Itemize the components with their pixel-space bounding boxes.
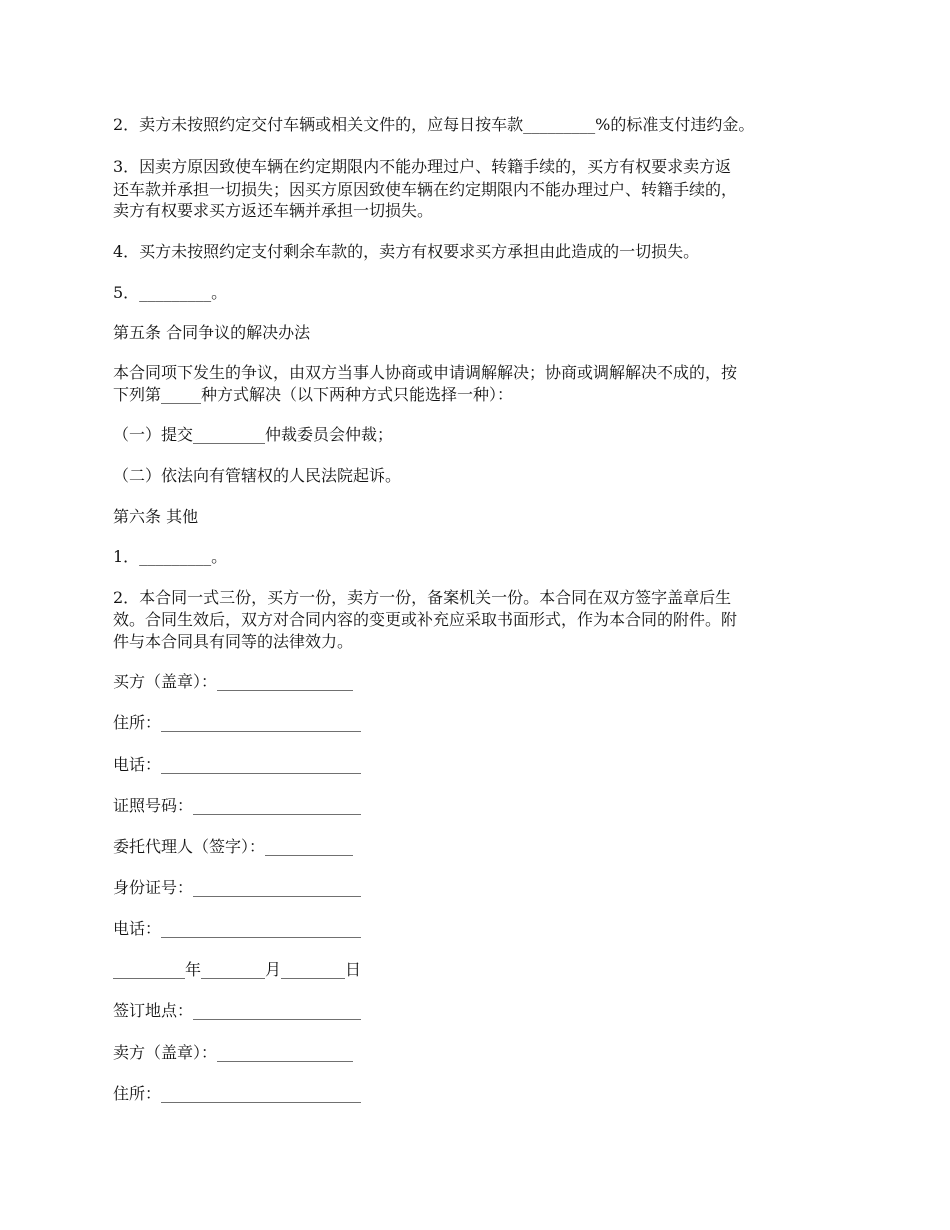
clause-3-line-2: 还车款并承担一切损失；因买方原因致使车辆在约定期限内不能办理过户、转籍手续的，	[113, 180, 738, 199]
dispute-option-arbitration: （一）提交_________仲裁委员会仲裁；	[113, 425, 394, 444]
dispute-paragraph-line-1: 本合同项下发生的争议，由双方当事人协商或申请调解解决；协商或调解解决不成的，按	[113, 363, 738, 382]
clause-3-line-3: 卖方有权要求买方返还车辆并承担一切损失。	[113, 201, 434, 220]
other-item-2-line-2: 效。合同生效后，双方对合同内容的变更或补充应采取书面形式，作为本合同的附件。附	[113, 610, 738, 629]
clause-5-blank: 5．_________。	[113, 283, 228, 302]
dispute-option-court: （二）依法向有管辖权的人民法院起诉。	[113, 466, 402, 485]
buyer-agent-phone-field: 电话：_________________________	[113, 919, 362, 938]
other-item-2-line-3: 件与本合同具有同等的法律效力。	[113, 632, 354, 651]
article-6-heading: 第六条 其他	[113, 507, 199, 526]
buyer-agent-signature-field: 委托代理人（签字）：___________	[113, 837, 354, 856]
other-item-1-blank: 1．_________。	[113, 547, 228, 566]
buyer-address-field: 住所：_________________________	[113, 713, 362, 732]
buyer-id-number-field: 身份证号：_____________________	[113, 878, 362, 897]
other-item-2-line-1: 2．本合同一式三份，买方一份，卖方一份，备案机关一份。本合同在双方签字盖章后生	[113, 588, 732, 607]
article-5-heading: 第五条 合同争议的解决办法	[113, 323, 311, 342]
buyer-license-number-field: 证照号码：_____________________	[113, 796, 362, 815]
seller-seal-field: 卖方（盖章）：_________________	[113, 1043, 354, 1062]
buyer-seal-field: 买方（盖章）：_________________	[113, 672, 354, 691]
buyer-phone-field: 电话：_________________________	[113, 755, 362, 774]
clause-3-line-1: 3．因卖方原因致使车辆在约定期限内不能办理过户、转籍手续的，买方有权要求卖方返	[113, 157, 732, 176]
dispute-paragraph-line-2: 下列第_____种方式解决（以下两种方式只能选择一种）：	[113, 385, 514, 404]
clause-2-penalty: 2．卖方未按照约定交付车辆或相关文件的，应每日按车款_________%的标准支付违约金。	[113, 115, 755, 134]
signing-date-field: _________年________月________日	[113, 960, 362, 979]
clause-4: 4．买方未按照约定支付剩余车款的，卖方有权要求买方承担由此造成的一切损失。	[113, 242, 700, 261]
signing-location-field: 签订地点：_____________________	[113, 1001, 362, 1020]
seller-address-field: 住所：_________________________	[113, 1084, 362, 1103]
